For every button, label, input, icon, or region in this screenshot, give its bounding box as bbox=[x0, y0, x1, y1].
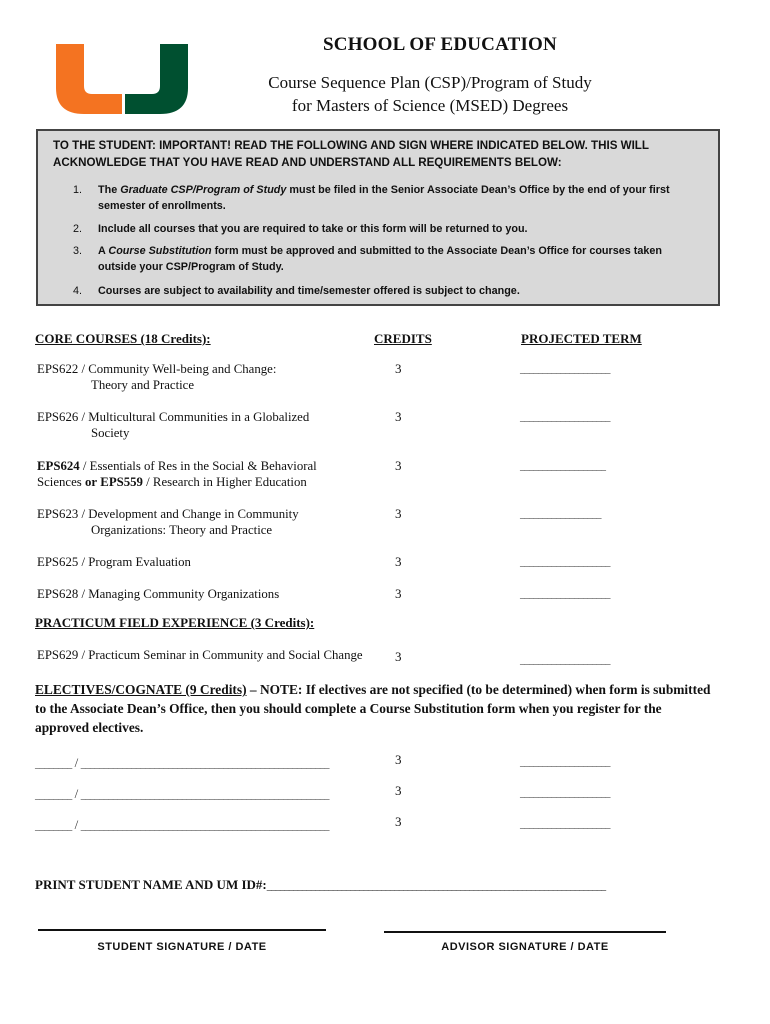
elective-row[interactable]: ________ / ______________________________________________________ bbox=[35, 755, 330, 770]
student-signature-line[interactable] bbox=[38, 929, 326, 931]
course-credits: 3 bbox=[395, 586, 402, 601]
advisor-signature-line[interactable] bbox=[384, 931, 666, 933]
page-subtitle-line1: Course Sequence Plan (CSP)/Program of Study bbox=[268, 73, 592, 92]
core-courses-heading: CORE COURSES (18 Credits): bbox=[35, 331, 211, 346]
notice-heading: TO THE STUDENT: IMPORTANT! READ THE FOLLOWING AND SIGN WHERE INDICATED BELOW. THIS WILL ACKNOWLEDGE THAT YOU HAVE READ AND UNDERSTAND ALL REQUIREMENTS BELOW: bbox=[53, 139, 649, 169]
course-row-eps626 bbox=[37, 409, 377, 441]
course-row-eps628 bbox=[37, 586, 377, 602]
course-row-eps624-or-eps559 bbox=[37, 458, 377, 490]
electives-heading: ELECTIVES/COGNATE (9 Credits) bbox=[35, 682, 247, 697]
student-signature-label: STUDENT SIGNATURE / DATE bbox=[97, 941, 267, 953]
course-credits: 3 bbox=[395, 783, 402, 798]
page-subtitle-line2: for Masters of Science (MSED) Degrees bbox=[291, 96, 569, 115]
notice-item-text: Include all courses that you are required to take or this form will be returned to you. bbox=[98, 223, 528, 235]
projected-term-blank[interactable]: ____________________ bbox=[520, 557, 610, 568]
credits-column-heading: CREDITS bbox=[374, 331, 432, 346]
course-row-eps622 bbox=[37, 361, 377, 393]
elective-row[interactable]: ________ / ______________________________________________________ bbox=[35, 786, 330, 801]
elective-title-blank[interactable]: ______________________________________________________ bbox=[80, 759, 330, 770]
course-credits: 3 bbox=[395, 506, 402, 521]
page-title: SCHOOL OF EDUCATION bbox=[323, 34, 557, 55]
course-credits: 3 bbox=[395, 361, 402, 376]
electives-note-text: – NOTE: If electives are not specified (to be determined) when form is submitted to the Associate Dean’s Office, then you should complete a Course Substitution form when you register for the approved electives. bbox=[35, 682, 711, 735]
print-name-row bbox=[35, 877, 606, 893]
projected-term-blank[interactable]: ___________________ bbox=[520, 461, 606, 472]
notice-item-number: 4. bbox=[73, 285, 83, 297]
projected-term-column-heading: PROJECTED TERM bbox=[521, 331, 642, 346]
logo-green-half bbox=[125, 44, 188, 114]
course-credits: 3 bbox=[395, 752, 402, 767]
course-title-continued: Sciences or EPS559 / Research in Higher Education bbox=[37, 475, 307, 489]
practicum-heading: PRACTICUM FIELD EXPERIENCE (3 Credits): bbox=[35, 615, 315, 630]
course-title-continued: Organizations: Theory and Practice bbox=[91, 523, 273, 537]
course-credits: 3 bbox=[395, 649, 402, 664]
projected-term-blank[interactable]: ____________________ bbox=[520, 589, 610, 600]
course-credits: 3 bbox=[395, 458, 402, 473]
university-u-logo bbox=[50, 42, 195, 114]
projected-term-blank[interactable]: ____________________ bbox=[520, 757, 610, 768]
notice-item-text: The Graduate CSP/Program of Study must be filed in the Senior Associate Dean’s Office by the end of your first semester of enrollments. bbox=[98, 184, 670, 212]
course-row-eps623 bbox=[37, 506, 377, 538]
advisor-signature-label: ADVISOR SIGNATURE / DATE bbox=[441, 941, 609, 953]
notice-item-text: Courses are subject to availability and time/semester offered is subject to change. bbox=[98, 285, 520, 297]
print-name-blank[interactable]: _____________________________________________________________________________ bbox=[266, 881, 606, 892]
logo-orange-half bbox=[56, 44, 122, 114]
print-name-label: PRINT STUDENT NAME AND UM ID#: bbox=[35, 877, 267, 892]
elective-row[interactable]: ________ / ______________________________________________________ bbox=[35, 817, 330, 832]
course-credits: 3 bbox=[395, 409, 402, 424]
course-title: EPS628 / Managing Community Organizations bbox=[37, 587, 280, 601]
elective-code-blank[interactable]: ________ bbox=[35, 790, 72, 801]
course-credits: 3 bbox=[395, 554, 402, 569]
course-title: EPS629 / Practicum Seminar in Community and Social Change bbox=[37, 648, 363, 662]
course-title: EPS624 / Essentials of Res in the Social & Behavioral bbox=[37, 459, 317, 473]
course-title: EPS625 / Program Evaluation bbox=[37, 555, 191, 569]
course-row-eps625 bbox=[37, 554, 377, 570]
projected-term-blank[interactable]: ____________________ bbox=[520, 819, 610, 830]
projected-term-blank[interactable]: ____________________ bbox=[520, 364, 610, 375]
notice-item-number: 1. bbox=[73, 184, 83, 196]
elective-title-blank[interactable]: ______________________________________________________ bbox=[80, 790, 330, 801]
course-title: EPS623 / Development and Change in Community bbox=[37, 507, 299, 521]
notice-item-number: 2. bbox=[73, 223, 83, 235]
projected-term-blank[interactable]: ____________________ bbox=[520, 655, 610, 666]
elective-title-blank[interactable]: ______________________________________________________ bbox=[80, 821, 330, 832]
notice-item-text: A Course Substitution form must be approved and submitted to the Associate Dean’s Office for courses taken outside your CSP/Program of Study. bbox=[98, 245, 662, 273]
projected-term-blank[interactable]: __________________ bbox=[520, 509, 601, 520]
elective-code-blank[interactable]: ________ bbox=[35, 821, 72, 832]
important-notice-box bbox=[36, 129, 720, 306]
projected-term-blank[interactable]: ____________________ bbox=[520, 788, 610, 799]
projected-term-blank[interactable]: ____________________ bbox=[520, 412, 610, 423]
course-credits: 3 bbox=[395, 814, 402, 829]
course-title-continued: Theory and Practice bbox=[91, 378, 195, 392]
course-title: EPS626 / Multicultural Communities in a Globalized bbox=[37, 410, 310, 424]
course-row-eps629 bbox=[37, 647, 397, 663]
electives-note bbox=[35, 680, 715, 737]
course-title-continued: Society bbox=[91, 426, 130, 440]
course-title: EPS622 / Community Well-being and Change: bbox=[37, 362, 277, 376]
elective-code-blank[interactable]: ________ bbox=[35, 759, 72, 770]
notice-item-number: 3. bbox=[73, 245, 83, 257]
